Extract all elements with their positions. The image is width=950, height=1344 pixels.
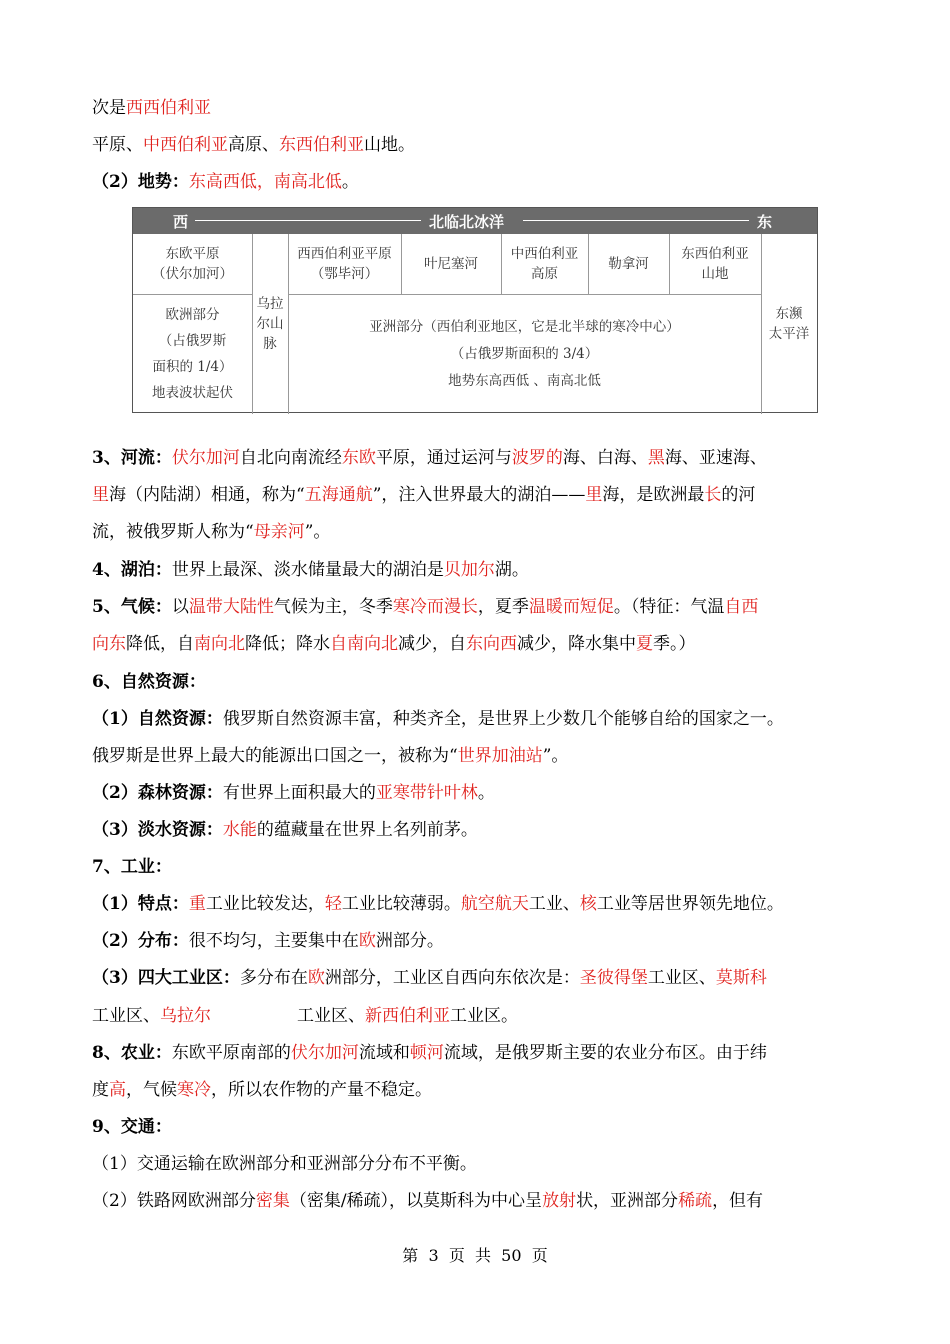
industry-heading: 7、工业： <box>92 857 172 877</box>
industry-line-2: （2）分布：很不均匀，主要集中在欧洲部分。 <box>92 931 444 951</box>
resources-line-3: （2）森林资源：有世界上面积最大的亚寒带针叶林。 <box>92 783 495 803</box>
transport-line-1: （1）交通运输在欧洲部分和亚洲部分分布不平衡。 <box>92 1154 477 1174</box>
page-footer: 第 3 页 共 50 页 <box>402 1246 548 1265</box>
yenisei-river-cell: 叶尼塞河 <box>424 256 478 272</box>
rivers-line-3: 流，被俄罗斯人称为“母亲河”。 <box>92 522 331 542</box>
east-siberian-mountains-cell: 东西伯利亚 山地 <box>681 246 749 282</box>
europe-part-cell: 欧洲部分 （占俄罗斯 面积的 1/4） 地表波状起伏 <box>152 307 233 401</box>
climate-line-2: 向东降低，自南向北降低；降水自南向北减少，自东向西减少，降水集中夏季。） <box>92 634 696 654</box>
line-siberia-regions: 平原、中西伯利亚高原、东西伯利亚山地。 <box>92 135 415 155</box>
line-siberia-tail: 次是西西伯利亚 <box>92 98 211 118</box>
resources-heading: 6、自然资源： <box>92 672 206 692</box>
agriculture-line-1: 8、农业：东欧平原南部的伏尔加河流域和顿河流域，是俄罗斯主要的农业分布区。由于纬 <box>92 1043 767 1063</box>
asia-part-cell: 亚洲部分（西伯利亚地区，它是北半球的寒冷中心） （占俄罗斯面积的 3/4） 地势东高西低 、南高北低 <box>369 318 680 389</box>
terrain-table <box>132 207 818 413</box>
rivers-line-1: 3、河流：伏尔加河自北向南流经东欧平原，通过运河与波罗的海、白海、黑海、亚速海、 <box>92 448 767 468</box>
resources-line-4: （3）淡水资源：水能的蕴藏量在世界上名列前茅。 <box>92 820 478 840</box>
climate-line-1: 5、气候：以温带大陆性气候为主，冬季寒冷而漫长，夏季温暖而短促。（特征：气温自西 <box>92 597 759 617</box>
central-siberian-plateau-cell: 中西伯利亚 高原 <box>510 246 579 282</box>
header-ocean: 北临北冰洋 <box>429 213 505 231</box>
ural-mountains-cell: 乌拉 尔山 脉 <box>256 296 284 352</box>
rivers-line-2: 里海（内陆湖）相通，称为“五海通航”，注入世界最大的湖泊——里海，是欧洲最长的河 <box>92 485 756 505</box>
lake-line: 4、湖泊：世界上最深、淡水储量最大的湖泊是贝加尔湖。 <box>92 560 529 580</box>
east-europe-plain-cell: 东欧平原 （伏尔加河） <box>152 246 233 282</box>
line-terrain-slope: （2）地势：东高西低，南高北低。 <box>92 172 359 192</box>
terrain-table-header <box>133 208 817 234</box>
transport-line-2: （2）铁路网欧洲部分密集（密集/稀疏），以莫斯科为中心呈放射状，亚洲部分稀疏，但有 <box>92 1191 764 1211</box>
header-east: 东 <box>757 213 773 231</box>
agriculture-line-2: 度高，气候寒冷，所以农作物的产量不稳定。 <box>92 1080 432 1100</box>
west-siberian-plain-cell: 西西伯利亚平原 （鄂毕河） <box>297 246 392 282</box>
resources-line-2: 俄罗斯是世界上最大的能源出口国之一，被称为“世界加油站”。 <box>92 746 569 766</box>
resources-line-1: （1）自然资源：俄罗斯自然资源丰富，种类齐全，是世界上少数几个能够自给的国家之一。 <box>92 709 784 729</box>
lena-river-cell: 勒拿河 <box>608 256 649 272</box>
industry-line-3: （3）四大工业区：多分布在欧洲部分，工业区自西向东依次是：圣彼得堡工业区、莫斯科 <box>92 968 767 988</box>
industry-line-4: 工业区、乌拉尔 工业区、新西伯利亚工业区。 <box>92 1006 518 1026</box>
pacific-cell: 东濒 太平洋 <box>768 306 810 342</box>
transport-heading: 9、交通： <box>92 1117 172 1137</box>
header-west: 西 <box>173 213 189 231</box>
industry-line-1: （1）特点：重工业比较发达，轻工业比较薄弱。航空航天工业、核工业等居世界领先地位。 <box>92 894 784 914</box>
